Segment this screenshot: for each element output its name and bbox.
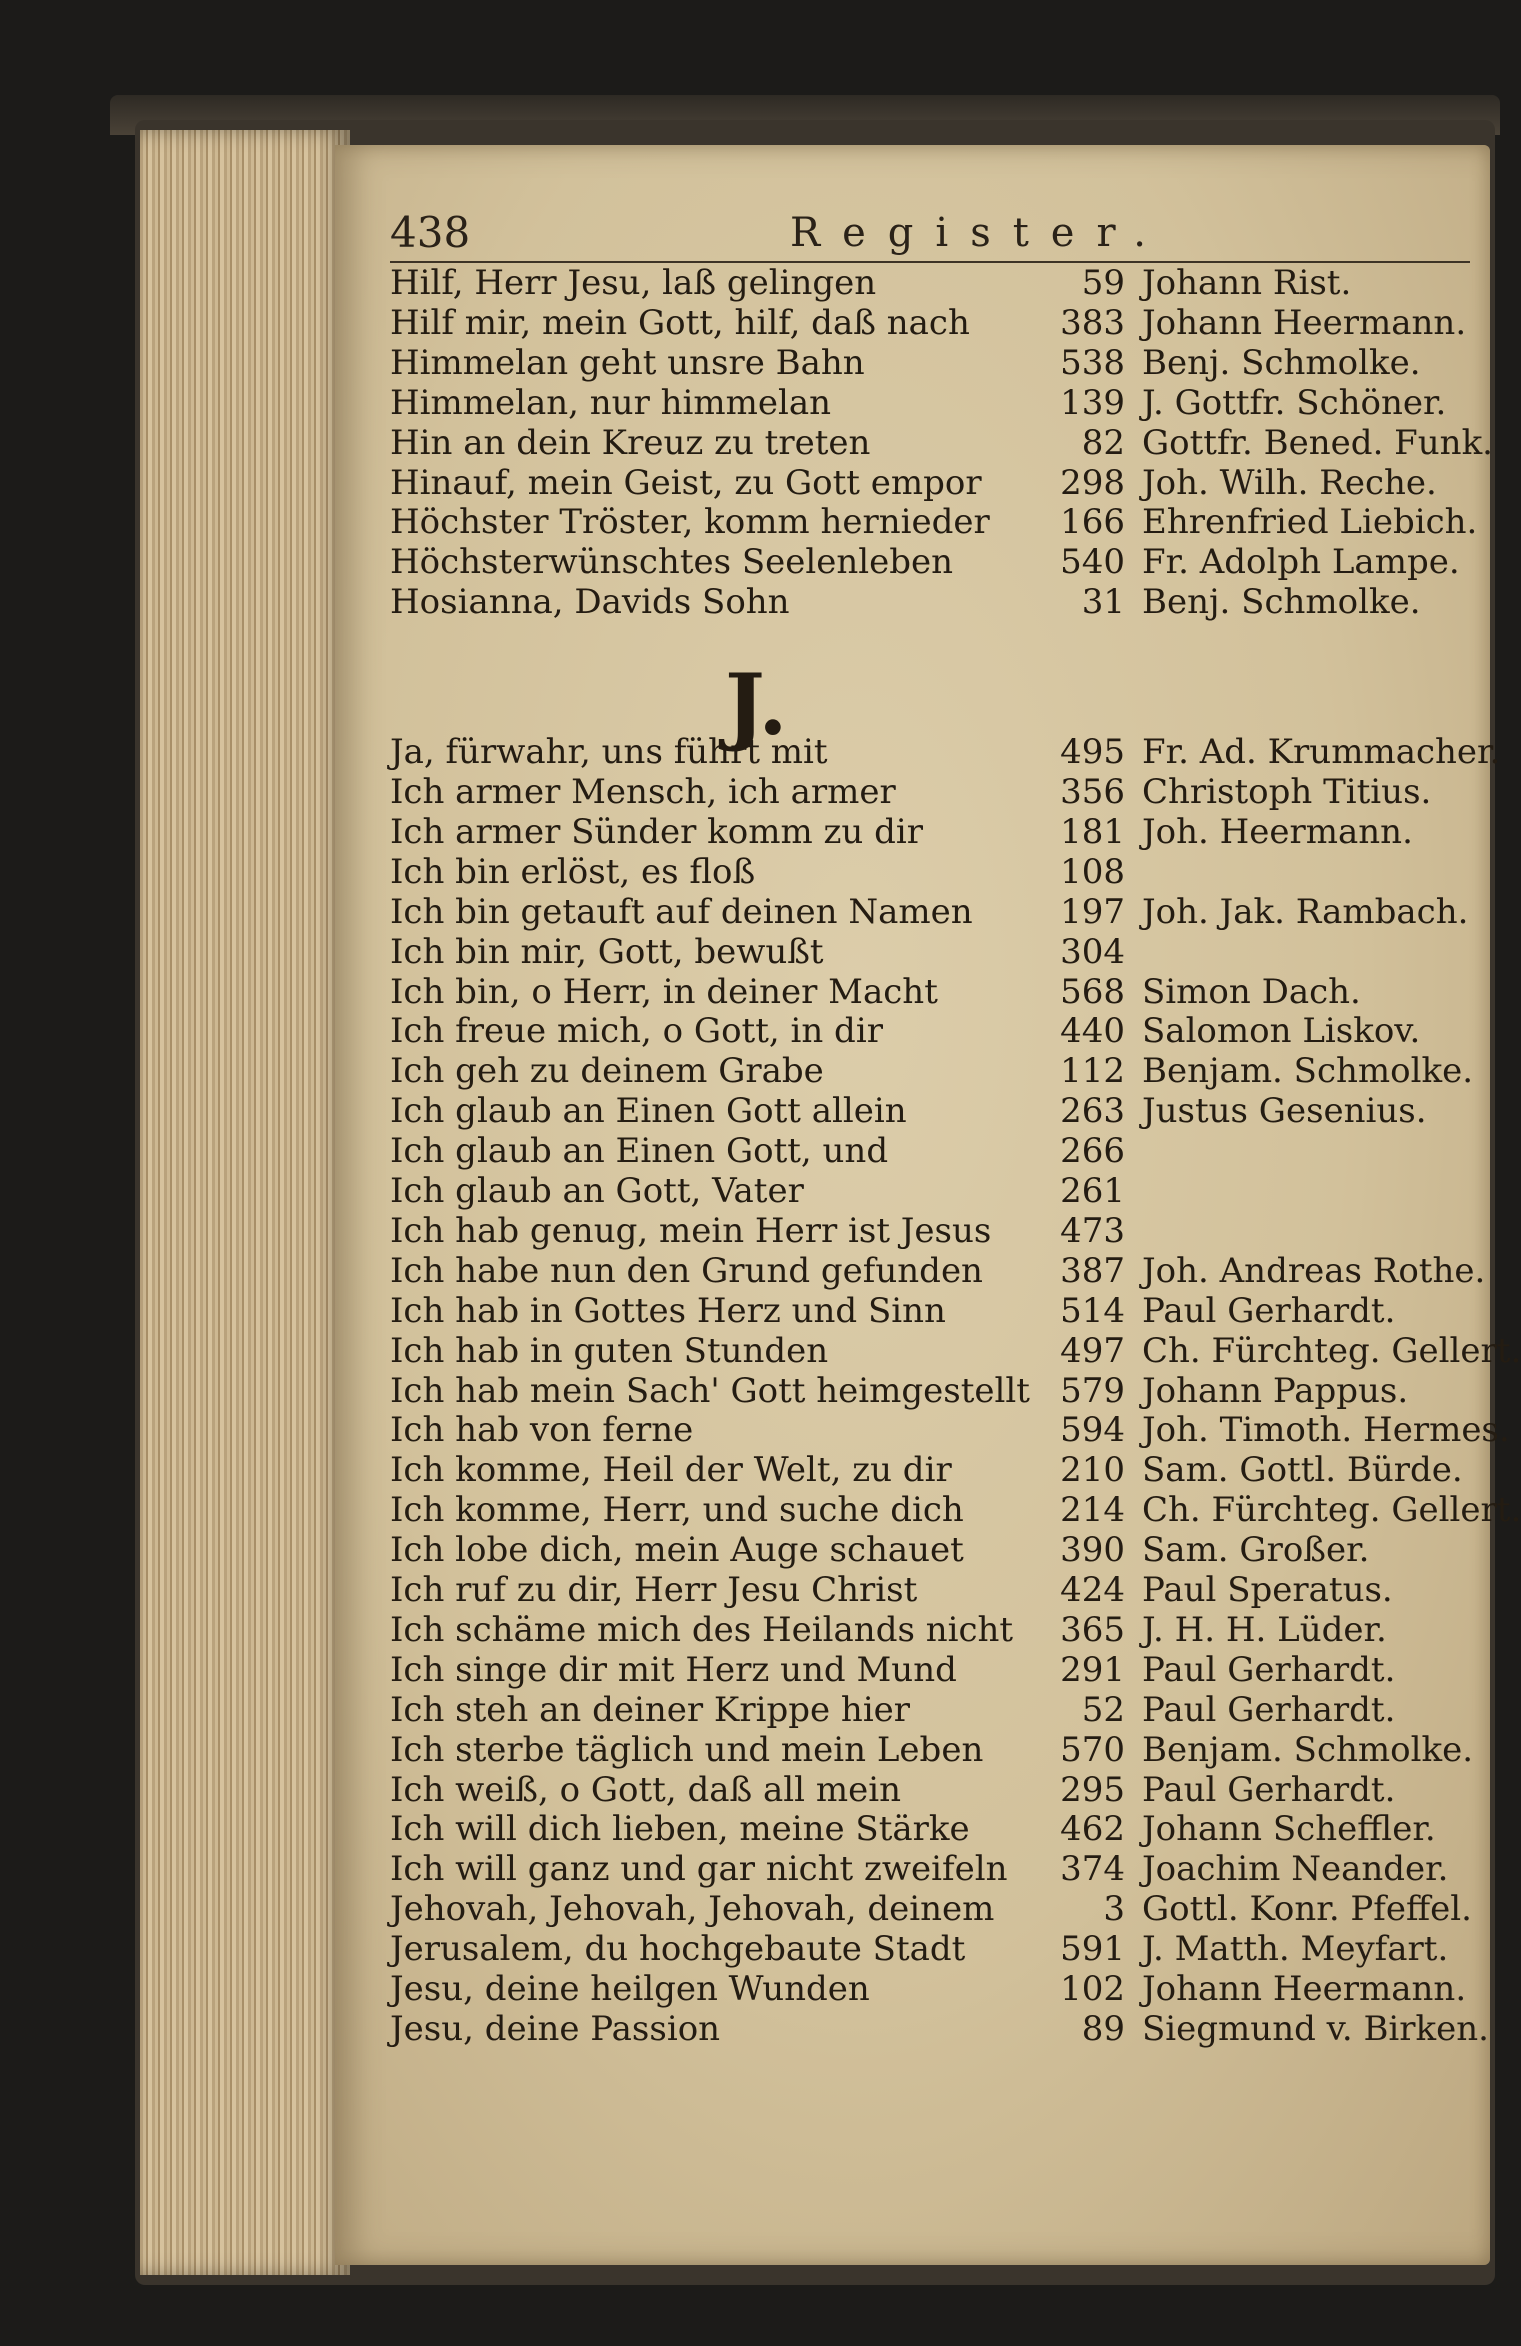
hymn-incipit: Ich ruf zu dir, Herr Jesu Christ: [390, 1570, 918, 1610]
index-entry: [390, 731, 1501, 773]
hymn-number: 197: [1060, 891, 1125, 932]
hymn-incipit: Ich bin getauft auf deinen Namen: [390, 891, 973, 932]
hymn-number: 139: [1060, 382, 1125, 423]
index-entry: [390, 1489, 1521, 1531]
index-entry: [390, 1210, 1480, 1252]
hymn-number: 387: [1060, 1250, 1125, 1291]
hymn-author: Johann Pappus.: [1142, 1370, 1409, 1411]
hymn-number: 166: [1060, 502, 1125, 543]
index-entry: [390, 1370, 1480, 1412]
hymn-author: Paul Gerhardt.: [1142, 1649, 1396, 1690]
hymn-number: 570: [1060, 1729, 1125, 1770]
hymn-incipit: Ich schäme mich des Heilands nicht: [390, 1609, 1014, 1650]
hymn-number: 591: [1060, 1929, 1125, 1970]
hymn-author: J. Matth. Meyfart.: [1142, 1929, 1449, 1970]
index-entry: [390, 1050, 1480, 1092]
hymn-number: 295: [1060, 1769, 1125, 1810]
hymn-incipit: Ich will dich lieben, meine Stärke: [390, 1809, 970, 1850]
hymn-author: J. Gottfr. Schöner.: [1142, 382, 1447, 423]
hymn-number: 181: [1060, 811, 1125, 852]
hymn-incipit: Ich steh an deiner Krippe hier: [390, 1689, 911, 1730]
index-entry: [390, 971, 1480, 1013]
hymn-number: 82: [1081, 422, 1125, 463]
hymn-author: Simon Dach.: [1142, 971, 1361, 1012]
hymn-incipit: Jerusalem, du hochgebaute Stadt: [390, 1929, 966, 1970]
hymn-incipit: Hinauf, mein Geist, zu Gott empor: [390, 462, 982, 503]
hymn-number: 497: [1060, 1330, 1125, 1371]
hymn-incipit: Ja, fürwahr, uns führt mit: [390, 732, 828, 773]
hymn-author: Johann Rist.: [1142, 263, 1352, 303]
hymn-number: 462: [1060, 1809, 1125, 1850]
hymn-author: Ehrenfried Liebich.: [1142, 502, 1478, 543]
index-entry: [390, 1130, 1480, 1172]
index-entry: [390, 771, 1480, 813]
hymn-incipit: Ich singe dir mit Herz und Mund: [390, 1649, 957, 1690]
hymn-number: 52: [1081, 1689, 1125, 1730]
hymn-number: 383: [1060, 302, 1125, 343]
hymn-number: 89: [1081, 2008, 1125, 2049]
hymn-number: 538: [1060, 342, 1125, 383]
hymn-author: Johann Heermann.: [1142, 1969, 1467, 2009]
index-entry: [390, 2008, 1489, 2050]
hymn-number: 261: [1060, 1171, 1125, 1211]
index-entry: [390, 891, 1480, 933]
hymn-incipit: Hilf, Herr Jesu, laß gelingen: [390, 263, 877, 303]
hymn-number: 568: [1060, 971, 1125, 1012]
index-entry: [390, 1250, 1486, 1292]
hymn-number: 594: [1060, 1410, 1125, 1451]
hymn-number: 31: [1081, 582, 1125, 623]
hymn-author: Justus Gesenius.: [1142, 1091, 1427, 1132]
index-entry: [390, 501, 1480, 543]
index-entry: [390, 931, 1480, 973]
hymn-incipit: Ich glaub an Gott, Vater: [390, 1171, 804, 1211]
hymn-incipit: Ich komme, Heil der Welt, zu dir: [390, 1450, 952, 1491]
hymn-author: Ch. Fürchteg. Gellert.: [1142, 1330, 1521, 1371]
hymn-author: Paul Gerhardt.: [1142, 1290, 1396, 1331]
hymn-number: 365: [1060, 1609, 1125, 1650]
index-entry: [390, 1170, 1480, 1212]
hymn-incipit: Ich hab von ferne: [390, 1410, 694, 1451]
hymn-author: Johann Heermann.: [1142, 302, 1467, 343]
hymn-incipit: Ich hab genug, mein Herr ist Jesus: [390, 1210, 992, 1251]
hymn-author: Siegmund v. Birken.: [1142, 2008, 1489, 2049]
hymn-author: Benj. Schmolke.: [1142, 342, 1421, 383]
hymn-number: 495: [1060, 732, 1125, 773]
hymn-number: 112: [1060, 1051, 1125, 1092]
hymn-number: 540: [1060, 542, 1125, 583]
index-entry: [390, 462, 1480, 504]
index-entry: [390, 1649, 1480, 1691]
hymn-incipit: Ich glaub an Einen Gott, und: [390, 1131, 889, 1172]
hymn-author: Sam. Gottl. Bürde.: [1142, 1450, 1463, 1491]
index-entry: [390, 1729, 1480, 1771]
hymn-incipit: Ich sterbe täglich und mein Leben: [390, 1729, 984, 1770]
hymn-incipit: Ich armer Sünder komm zu dir: [390, 811, 924, 852]
hymn-author: Johann Scheffler.: [1142, 1809, 1436, 1850]
page-number: 438: [390, 208, 471, 257]
index-entry: [390, 1808, 1480, 1850]
hymn-author: J. H. H. Lüder.: [1142, 1609, 1387, 1650]
hymn-author: Benj. Schmolke.: [1142, 582, 1421, 623]
section-letter: J.: [725, 655, 788, 754]
hymn-author: Benjam. Schmolke.: [1142, 1729, 1474, 1770]
hymn-number: 266: [1060, 1131, 1125, 1172]
hymn-incipit: Höchsterwünschtes Seelenleben: [390, 542, 954, 583]
hymn-incipit: Ich armer Mensch, ich armer: [390, 772, 896, 812]
hymn-number: 374: [1060, 1849, 1125, 1890]
hymn-author: Gottl. Konr. Pfeffel.: [1142, 1889, 1472, 1930]
hymn-incipit: Ich habe nun den Grund gefunden: [390, 1250, 983, 1291]
hymn-author: Joh. Wilh. Reche.: [1142, 462, 1437, 503]
hymn-incipit: Hosianna, Davids Sohn: [390, 582, 790, 623]
hymn-author: Sam. Großer.: [1142, 1530, 1370, 1571]
hymn-number: 263: [1060, 1091, 1125, 1132]
hymn-number: 3: [1103, 1889, 1125, 1930]
index-entry: [390, 1529, 1480, 1571]
hymn-author: Joh. Timoth. Hermes.: [1142, 1410, 1510, 1451]
hymn-author: Salomon Liskov.: [1142, 1011, 1421, 1052]
index-entry: [390, 342, 1480, 384]
hymn-author: Paul Speratus.: [1142, 1570, 1393, 1610]
index-entry: [390, 1689, 1480, 1731]
hymn-number: 514: [1060, 1290, 1125, 1331]
hymn-incipit: Jehovah, Jehovah, Jehovah, deinem: [390, 1889, 995, 1930]
hymn-author: Joh. Heermann.: [1142, 811, 1413, 852]
hymn-author: Ch. Fürchteg. Gellert.: [1142, 1490, 1521, 1531]
hymn-incipit: Ich hab mein Sach' Gott heimgestellt: [390, 1370, 1030, 1411]
hymn-incipit: Höchster Tröster, komm hernieder: [390, 502, 990, 543]
index-entry: [390, 1888, 1480, 1930]
index-entry: [390, 1569, 1480, 1611]
running-head: [390, 205, 1470, 263]
hymn-number: 356: [1060, 772, 1125, 812]
hymn-author: Fr. Ad. Krummacher.: [1142, 732, 1501, 773]
hymn-incipit: Ich weiß, o Gott, daß all mein: [390, 1769, 901, 1810]
index-entry: [390, 1090, 1480, 1132]
hymn-incipit: Ich hab in guten Stunden: [390, 1330, 829, 1371]
hymn-number: 298: [1060, 462, 1125, 503]
hymn-number: 210: [1060, 1450, 1125, 1491]
hymn-number: 440: [1060, 1011, 1125, 1052]
hymn-incipit: Ich hab in Gottes Herz und Sinn: [390, 1290, 946, 1331]
hymn-incipit: Himmelan, nur himmelan: [390, 382, 832, 423]
index-entry: [390, 382, 1480, 424]
hymn-number: 108: [1060, 851, 1125, 892]
hymn-number: 214: [1060, 1490, 1125, 1531]
hymn-number: 579: [1060, 1370, 1125, 1411]
index-entry: [390, 851, 1480, 893]
hymn-number: 473: [1060, 1210, 1125, 1251]
index-entry: [390, 1848, 1480, 1890]
hymn-incipit: Jesu, deine Passion: [390, 2008, 721, 2049]
index-entry: [390, 1449, 1480, 1491]
hymn-number: 304: [1060, 931, 1125, 972]
index-entry: [390, 1968, 1480, 2010]
hymn-incipit: Ich bin erlöst, es floß: [390, 851, 756, 892]
hymn-number: 59: [1081, 263, 1125, 303]
hymn-number: 424: [1060, 1570, 1125, 1610]
index-entry: [390, 1609, 1480, 1651]
index-entry: [390, 1330, 1521, 1372]
hymn-number: 390: [1060, 1530, 1125, 1571]
index-entry: [390, 1010, 1480, 1052]
index-entry: [390, 581, 1480, 623]
hymn-incipit: Jesu, deine heilgen Wunden: [390, 1969, 870, 2009]
hymn-author: Benjam. Schmolke.: [1142, 1051, 1474, 1092]
index-entry: [390, 422, 1493, 464]
hymn-incipit: Himmelan geht unsre Bahn: [390, 342, 865, 383]
index-entry: [390, 1409, 1510, 1451]
hymn-incipit: Hin an dein Kreuz zu treten: [390, 422, 871, 463]
index-entry: [390, 811, 1480, 853]
index-entry: [390, 302, 1480, 344]
hymn-incipit: Ich bin mir, Gott, bewußt: [390, 931, 824, 972]
hymn-author: Fr. Adolph Lampe.: [1142, 542, 1460, 583]
hymn-incipit: Ich glaub an Einen Gott allein: [390, 1091, 907, 1132]
hymn-author: Paul Gerhardt.: [1142, 1689, 1396, 1730]
hymn-author: Joachim Neander.: [1142, 1849, 1449, 1890]
index-entry: [390, 1290, 1480, 1332]
hymn-author: Joh. Andreas Rothe.: [1142, 1250, 1486, 1291]
hymn-incipit: Ich lobe dich, mein Auge schauet: [390, 1530, 964, 1571]
index-entry: [390, 262, 1480, 304]
hymn-number: 291: [1060, 1649, 1125, 1690]
page-fore-edge: [140, 130, 350, 2275]
index-entry: [390, 1769, 1480, 1811]
hymn-incipit: Ich bin, o Herr, in deiner Macht: [390, 971, 938, 1012]
hymn-author: Joh. Jak. Rambach.: [1142, 891, 1469, 932]
index-entry: [390, 1928, 1480, 1970]
index-entry: [390, 541, 1480, 583]
hymn-author: Paul Gerhardt.: [1142, 1769, 1396, 1810]
hymn-author: Christoph Titius.: [1142, 772, 1432, 812]
hymn-incipit: Ich geh zu deinem Grabe: [390, 1051, 824, 1092]
hymn-incipit: Hilf mir, mein Gott, hilf, daß nach: [390, 302, 970, 343]
hymn-incipit: Ich will ganz und gar nicht zweifeln: [390, 1849, 1008, 1890]
hymn-incipit: Ich komme, Herr, und suche dich: [390, 1490, 964, 1531]
hymn-incipit: Ich freue mich, o Gott, in dir: [390, 1011, 883, 1052]
hymn-number: 102: [1060, 1969, 1125, 2009]
hymn-author: Gottfr. Bened. Funk.: [1142, 422, 1493, 463]
page-header-title: Register.: [790, 210, 1168, 256]
